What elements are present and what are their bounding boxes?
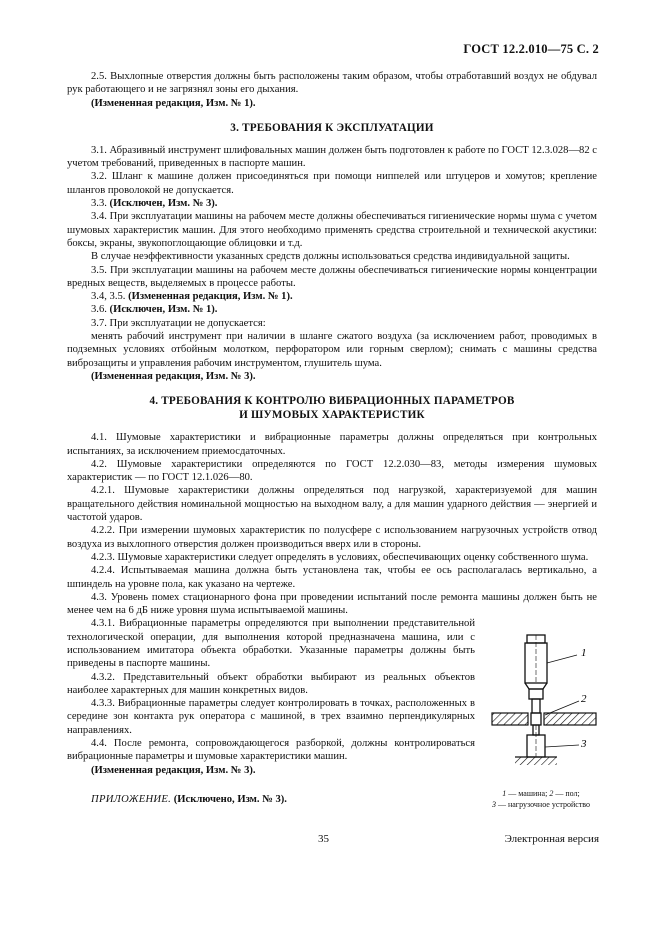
- clause-3-1: 3.1. Абразивный инструмент шлифовальных машин должен быть подготовлен к работе по ГОСТ 12.3.028—82 с учетом требований, приведенных в паспорте машин.: [67, 144, 598, 170]
- clause-4-2: 4.2. Шумовые характеристики определяются по ГОСТ 12.2.030—83, методы измерения шумовых характеристик — по ГОСТ 12.1.026—80.: [67, 458, 597, 484]
- spindle: [532, 699, 540, 713]
- excluded-note: (Исключен, Изм. № 1).: [109, 304, 218, 316]
- clause-3-7-list: менять рабочий инструмент при наличии в шланге сжатого воздуха (за исключением работ, проводимых в подземных условиях отбойным молотком, перфоратором или горным сверлом); снимать с машины средства виброзащиты и управления рабочим инструментом, глушитель шума.: [67, 331, 597, 369]
- clause-number: 3.4, 3.5.: [91, 291, 126, 303]
- floor-right: [544, 713, 596, 725]
- caption-num-1: 1: [502, 789, 507, 798]
- edition-note: (Измененная редакция, Изм. № 1).: [128, 291, 293, 303]
- clause-3-7: 3.7. При эксплуатации не допускается:: [91, 317, 266, 329]
- edition-note: (Измененная редакция, Изм. № 3).: [91, 764, 256, 776]
- floor-left: [492, 713, 528, 725]
- text-beside-figure: [67, 617, 475, 777]
- clause-3-4-cont: В случае неэффективности указанных средств должны использоваться средства индивидуальной защиты.: [91, 251, 570, 263]
- clause-number: 3.3.: [91, 198, 107, 210]
- section-3-heading: 3. ТРЕБОВАНИЯ К ЭКСПЛУАТАЦИИ: [230, 121, 434, 134]
- caption-num-2: 2: [549, 789, 554, 798]
- label-3: 3: [581, 738, 587, 750]
- clause-3-4: 3.4. При эксплуатации машины на рабочем месте должны обеспечиваться гигиенические нормы шума с учетом шумовых характеристик машин. Для этого необходимо применять средства строительной и технической акустики: боксы, экраны, звукопоглощающие облицовки и т.д.: [67, 211, 597, 249]
- test-setup-figure: [489, 633, 599, 788]
- clause-number: 3.6.: [91, 304, 107, 316]
- edition-note: (Измененная редакция, Изм. № 1).: [91, 97, 256, 109]
- machine-neck: [525, 683, 547, 689]
- coupling: [531, 713, 541, 725]
- clause-3-6: [67, 303, 597, 316]
- clause-4-3-3: 4.3.3. Вибрационные параметры следует контролировать в точках, расположенных в середине зон контакта рук оператора с машиной, в трех взаимно перпендикулярных направлениях.: [67, 698, 475, 736]
- clause-4-1: 4.1. Шумовые характеристики и вибрационные параметры должны определяться при контрольных испытаниях, за исключением приемосдаточных.: [67, 432, 597, 457]
- caption-text-3: — нагрузочное устройство: [495, 799, 591, 809]
- clause-4-2-1: 4.2.1. Шумовые характеристики должны определяться под нагрузкой, характеризуемой для машин вращательного действия номинальной мощностью на выходном валу, а для машин ударного действия — энергией и частотой ударов.: [67, 485, 597, 524]
- clause-3-3: [67, 197, 597, 210]
- label-1: 1: [581, 647, 587, 659]
- figure-caption: [482, 789, 600, 810]
- excluded-note: (Исключен, Изм. № 3).: [109, 198, 218, 210]
- label-2: 2: [581, 693, 587, 705]
- leader-1: [547, 655, 577, 663]
- caption-text-2: — пол;: [553, 789, 580, 798]
- machine-collar: [529, 689, 543, 699]
- page-header: ГОСТ 12.2.010—75 С. 2: [463, 42, 599, 56]
- section-4-heading-line2: И ШУМОВЫХ ХАРАКТЕРИСТИК: [239, 409, 425, 422]
- test-setup-drawing: [489, 633, 599, 783]
- clause-3-5: 3.5. При эксплуатации машины на рабочем месте должны обеспечиваться гигиенические нормы концентрации вредных веществ, выделяемых в процессе работы.: [67, 264, 597, 289]
- clause-3-4-3-5-edition: [67, 290, 597, 303]
- appendix-label: ПРИЛОЖЕНИЕ.: [91, 793, 172, 805]
- excluded-note: (Исключено, Изм. № 3).: [173, 793, 287, 805]
- leader-3: [545, 745, 579, 747]
- footer-electronic-version: Электронная версия: [504, 833, 599, 845]
- clause-3-2: 3.2. Шланг к машине должен присоединяться при помощи ниппелей или штуцеров и хомутов; крепление шлангов проволокой не допускается.: [67, 171, 597, 196]
- clause-4-2-3: 4.2.3. Шумовые характеристики следует определять в условиях, обеспечивающих оценку собственного шума.: [91, 551, 589, 563]
- section-4-heading-line1: 4. ТРЕБОВАНИЯ К КОНТРОЛЮ ВИБРАЦИОННЫХ ПАРАМЕТРОВ: [149, 395, 515, 408]
- base-ground: [515, 757, 557, 765]
- clause-4-4: 4.4. После ремонта, сопровождающегося разборкой, должны контролироваться вибрационные параметры и шумовые характеристики машин.: [67, 738, 475, 763]
- section-4-heading: [67, 394, 597, 422]
- edition-note: (Измененная редакция, Изм. № 3).: [91, 370, 256, 382]
- clause-4-2-2: 4.2.2. При измерении шумовых характеристик по полусфере с использованием нагрузочных устройств отвод воздуха из выхлопного отверстия должен производиться вверх или в стороны.: [67, 525, 597, 550]
- clause-2-5: 2.5. Выхлопные отверстия должны быть расположены таким образом, чтобы отработавший воздух не обдувал рук работающего и не загрязнял зоны его дыхания.: [67, 71, 597, 96]
- caption-num-3: 3: [491, 799, 496, 809]
- clause-4-3: 4.3. Уровень помех стационарного фона при проведении испытаний после ремонта машины должен быть не менее чем на 6 дБ ниже уровня шума испытываемой машины.: [67, 591, 597, 617]
- caption-text-1: — машина;: [506, 789, 548, 798]
- clause-4-3-1: 4.3.1. Вибрационные параметры определяются при выполнении представительной технологической операции, для выполнения которой предназначена машина, или с использованием имитатора объекта обработки. Указанные параметры должны быть приведены в паспорте машины.: [67, 618, 475, 670]
- clause-4-3-2: 4.3.2. Представительный объект обработки выбирают из реальных объектов наиболее характерных для машин конкретных видов.: [67, 671, 475, 696]
- page-number: 35: [318, 833, 329, 845]
- clause-4-2-4: 4.2.4. Испытываемая машина должна быть установлена так, чтобы ее ось располагалась вертикально, а шпиндель на уровне пола, как указано на чертеже.: [67, 565, 597, 590]
